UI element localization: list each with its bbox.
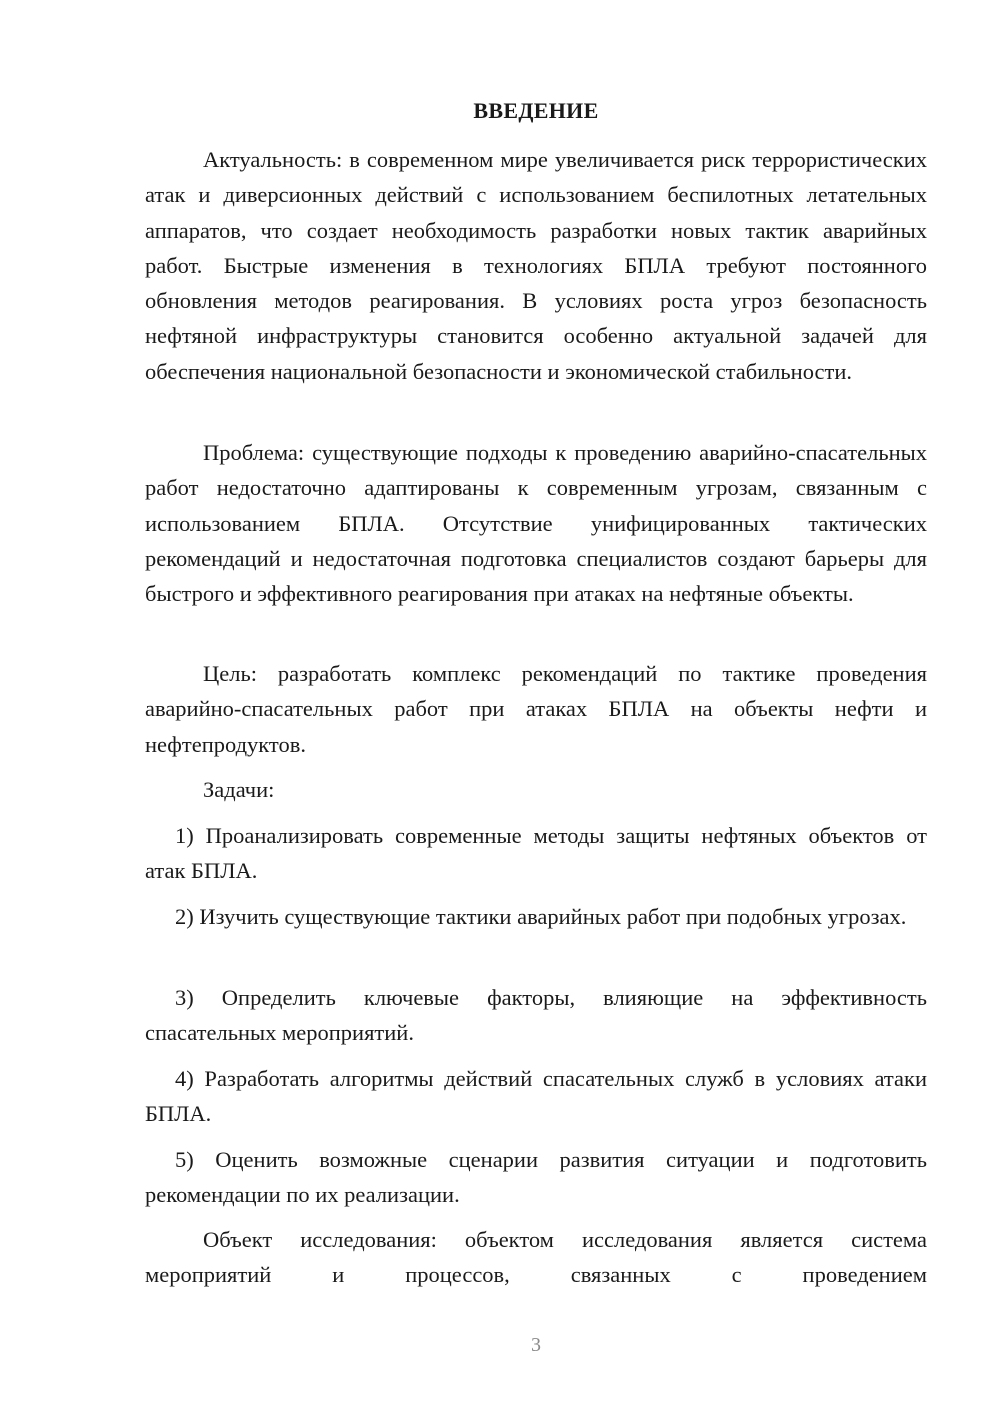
page-number: 3	[531, 1334, 541, 1356]
tasks-label: Задачи:	[203, 777, 275, 802]
section-heading: ВВЕДЕНИЕ	[473, 98, 599, 123]
task-item-4: 4) Разработать алгоритмы действий спасательных служб в условиях атаки БПЛА.	[145, 1066, 927, 1127]
paragraph-object: Объект исследования: объектом исследования является система мероприятий и процессов, связанных с проведением	[145, 1227, 927, 1288]
task-item-1: 1) Проанализировать современные методы защиты нефтяных объектов от атак БПЛА.	[145, 823, 927, 884]
paragraph-goal: Цель: разработать комплекс рекомендаций по тактике проведения аварийно-спасательных работ при атаках БПЛА на объекты нефти и нефтепродуктов.	[145, 661, 927, 757]
task-item-3: 3) Определить ключевые факторы, влияющие на эффективность спасательных мероприятий.	[145, 985, 927, 1046]
paragraph-problem: Проблема: существующие подходы к проведению аварийно-спасательных работ недостаточно адаптированы к современным угрозам, связанным с использованием БПЛА. Отсутствие унифицированных тактических рекомендаций и недостаточная подготовка специалистов создают барьеры для быстрого и эффективного реагирования при атаках на нефтяные объекты.	[145, 440, 927, 607]
task-item-2: 2) Изучить существующие тактики аварийных работ при подобных угрозах.	[175, 904, 907, 929]
paragraph-relevance: Актуальность: в современном мире увеличивается риск террористических атак и диверсионных действий с использованием беспилотных летательных аппаратов, что создает необходимость разработки новых тактик аварийных работ. Быстрые изменения в технологиях БПЛА требуют постоянного обновления методов реагирования. В условиях роста угроз безопасность нефтяной инфраструктуры становится особенно актуальной задачей для обеспечения национальной безопасности и экономической стабильности.	[145, 147, 927, 384]
task-item-5: 5) Оценить возможные сценарии развития ситуации и подготовить рекомендации по их реализации.	[145, 1147, 927, 1208]
